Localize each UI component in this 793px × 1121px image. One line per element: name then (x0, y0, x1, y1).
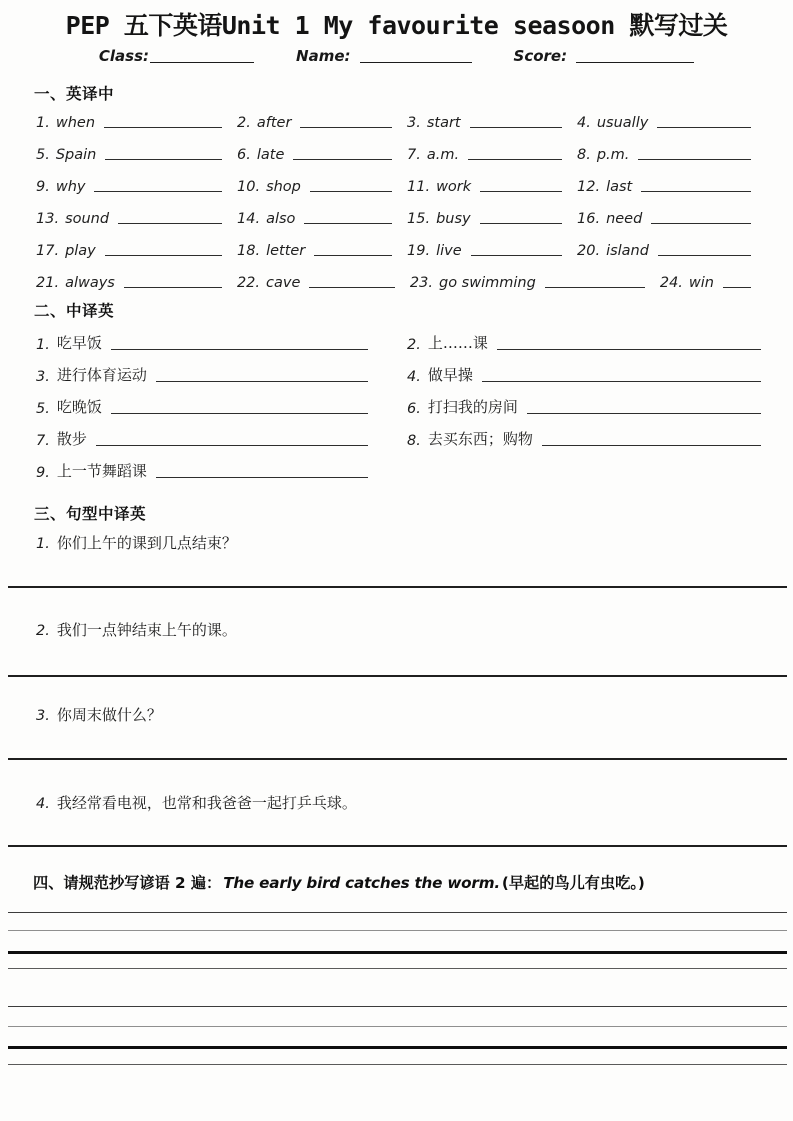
answer-blank-line (527, 413, 761, 414)
writing-stave-line (8, 930, 787, 931)
word-number: 23. (409, 275, 433, 291)
score-label: Score: (513, 47, 568, 65)
answer-writing-line (8, 675, 787, 677)
word-text: play (65, 243, 96, 259)
word-item (407, 115, 577, 132)
word-number: 3. (407, 115, 421, 131)
word-text: start (426, 115, 461, 131)
answer-blank-line (471, 255, 562, 256)
word-item (407, 243, 577, 260)
section4-instruction: 四、请规范抄写谚语 2 遍： (33, 874, 222, 892)
phrase-text: 上……课 (427, 334, 488, 352)
word-text: work (436, 179, 472, 195)
word-number: 1. (36, 115, 50, 131)
word-item (36, 147, 237, 164)
class-label: Class: (98, 47, 150, 65)
word-text: island (606, 243, 649, 259)
section4-heading (33, 872, 645, 893)
phrase-number: 3. (36, 369, 50, 385)
name-field (296, 47, 471, 65)
word-text: usually (596, 115, 649, 131)
word-text: why (55, 179, 86, 195)
word-item (407, 179, 577, 196)
word-item (36, 179, 237, 196)
answer-blank-line (304, 223, 392, 224)
answer-blank-line (124, 287, 222, 288)
answer-blank-line (310, 191, 392, 192)
word-number: 17. (36, 243, 60, 259)
phrase-item (407, 420, 763, 452)
word-item (577, 179, 753, 196)
word-text: busy (436, 211, 471, 227)
phrase-number: 1. (36, 337, 50, 353)
answer-blank-line (497, 349, 761, 350)
phrase-item (407, 356, 763, 388)
word-number: 12. (577, 179, 601, 195)
answer-blank-line (480, 191, 562, 192)
word-text: win (688, 275, 714, 291)
phrase-text: 进行体育运动 (56, 366, 147, 384)
answer-blank-line (300, 127, 392, 128)
word-row (36, 262, 753, 294)
answer-blank-line (638, 159, 751, 160)
phrase-text: 吃早饭 (56, 334, 102, 352)
answer-blank-line (118, 223, 222, 224)
word-text: when (55, 115, 96, 131)
word-text: shop (266, 179, 301, 195)
answer-blank-line (657, 127, 751, 128)
word-text: letter (266, 243, 306, 259)
score-field (514, 47, 695, 65)
word-item (577, 243, 753, 260)
section1-word-grid (36, 102, 753, 294)
word-text: also (266, 211, 296, 227)
word-number: 9. (36, 179, 50, 195)
word-number: 24. (659, 275, 683, 291)
name-blank-line (360, 50, 472, 63)
phrase-text: 散步 (56, 430, 87, 448)
answer-blank-line (723, 287, 751, 288)
word-text: a.m. (426, 147, 460, 163)
phrase-number: 7. (36, 433, 50, 449)
phrase-number: 5. (36, 401, 50, 417)
word-item (237, 211, 407, 228)
answer-blank-line (94, 191, 222, 192)
question-text: 我经常看电视，也常和我爸爸一起打乒乓球。 (56, 794, 357, 812)
answer-blank-line (156, 477, 368, 478)
word-item (237, 275, 410, 292)
answer-blank-line (468, 159, 562, 160)
word-number: 5. (36, 147, 50, 163)
phrase-text: 上一节舞蹈课 (56, 462, 147, 480)
section2-heading: 二、中译英 (34, 302, 115, 320)
score-blank-line (576, 50, 694, 63)
word-text: always (65, 275, 115, 291)
word-number: 14. (237, 211, 261, 227)
word-item (36, 115, 237, 132)
writing-stave-line (8, 951, 787, 954)
phrase-number: 9. (36, 465, 50, 481)
sentence-question (36, 532, 237, 553)
word-row (36, 230, 753, 262)
question-text: 我们一点钟结束上午的课。 (56, 621, 237, 639)
answer-blank-line (641, 191, 751, 192)
word-number: 7. (407, 147, 421, 163)
answer-blank-line (480, 223, 562, 224)
sentence-question (36, 619, 237, 640)
phrase-item (36, 356, 370, 388)
phrase-number: 2. (407, 337, 421, 353)
word-item (237, 179, 407, 196)
word-row (36, 198, 753, 230)
page-title: PEP 五下英语Unit 1 My favourite seasoon 默写过关 (65, 11, 728, 40)
question-text: 你们上午的课到几点结束？ (56, 534, 237, 552)
answer-writing-line (8, 758, 787, 760)
word-text: live (436, 243, 462, 259)
phrase-item (36, 420, 370, 452)
answer-blank-line (156, 381, 368, 382)
writing-grid-1 (8, 912, 787, 972)
word-item (660, 275, 753, 292)
answer-writing-line (8, 845, 787, 847)
word-number: 20. (577, 243, 601, 259)
word-number: 11. (407, 179, 431, 195)
question-number: 2. (36, 623, 50, 639)
word-item (36, 211, 237, 228)
answer-blank-line (309, 287, 395, 288)
answer-blank-line (104, 127, 222, 128)
writing-stave-line (8, 1006, 787, 1007)
writing-stave-line (8, 912, 787, 913)
word-item (577, 147, 753, 164)
word-text: Spain (55, 147, 97, 163)
answer-blank-line (658, 255, 751, 256)
answer-blank-line (542, 445, 761, 446)
word-number: 15. (407, 211, 431, 227)
section2-phrase-grid (36, 324, 763, 484)
word-number: 22. (236, 275, 261, 291)
answer-blank-line (105, 255, 222, 256)
section3-heading: 三、句型中译英 (34, 505, 147, 523)
answer-blank-line (96, 445, 368, 446)
writing-stave-line (8, 1064, 787, 1065)
word-number: 4. (577, 115, 591, 131)
writing-stave-line (8, 968, 787, 969)
phrase-item (36, 388, 370, 420)
word-text: after (256, 115, 292, 131)
word-item (237, 115, 407, 132)
phrase-text: 去买东西；购物 (427, 430, 533, 448)
phrase-text: 打扫我的房间 (427, 398, 518, 416)
word-item (36, 275, 237, 292)
answer-blank-line (545, 287, 645, 288)
writing-stave-line (8, 1046, 787, 1049)
answer-blank-line (482, 381, 761, 382)
question-number: 3. (36, 708, 50, 724)
phrase-text: 做早操 (427, 366, 473, 384)
word-item (36, 243, 237, 260)
class-field (99, 47, 254, 65)
name-label: Name: (296, 47, 351, 65)
word-item (577, 115, 753, 132)
word-item (237, 147, 407, 164)
question-number: 1. (36, 536, 50, 552)
phrase-text: 吃晚饭 (56, 398, 102, 416)
word-item (407, 147, 577, 164)
answer-blank-line (470, 127, 562, 128)
word-number: 6. (237, 147, 251, 163)
phrase-number: 6. (407, 401, 421, 417)
proverb-english: The early bird catches the worm. (223, 874, 500, 892)
writing-grid-2 (8, 1006, 787, 1066)
word-number: 2. (237, 115, 251, 131)
sentence-question (36, 792, 357, 813)
word-number: 10. (237, 179, 261, 195)
word-row (36, 102, 753, 134)
writing-stave-line (8, 1026, 787, 1027)
word-text: go swimming (438, 275, 536, 291)
word-text: sound (65, 211, 110, 227)
word-number: 16. (577, 211, 601, 227)
word-row (36, 166, 753, 198)
word-item (577, 211, 753, 228)
answer-blank-line (111, 413, 368, 414)
student-info-header (0, 47, 793, 65)
word-text: p.m. (596, 147, 630, 163)
word-number: 19. (407, 243, 431, 259)
answer-blank-line (105, 159, 222, 160)
proverb-chinese: (早起的鸟儿有虫吃。) (501, 874, 645, 892)
word-text: late (256, 147, 285, 163)
word-text: need (606, 211, 643, 227)
phrase-item (407, 388, 763, 420)
answer-blank-line (111, 349, 368, 350)
word-number: 21. (36, 275, 60, 291)
word-item (237, 243, 407, 260)
word-text: last (606, 179, 633, 195)
phrase-number: 4. (407, 369, 421, 385)
phrase-item (407, 324, 763, 356)
word-number: 8. (577, 147, 591, 163)
answer-writing-line (8, 586, 787, 588)
word-text: cave (266, 275, 301, 291)
answer-blank-line (314, 255, 392, 256)
answer-blank-line (651, 223, 751, 224)
question-number: 4. (36, 796, 50, 812)
word-row (36, 134, 753, 166)
question-text: 你周末做什么？ (56, 706, 162, 724)
word-number: 18. (237, 243, 261, 259)
answer-blank-line (293, 159, 392, 160)
word-item (410, 275, 660, 292)
word-item (407, 211, 577, 228)
sentence-question (36, 704, 162, 725)
phrase-item (36, 452, 370, 484)
section1-heading: 一、英译中 (34, 85, 115, 103)
class-blank-line (150, 50, 254, 63)
phrase-item (36, 324, 370, 356)
phrase-number: 8. (407, 433, 421, 449)
word-number: 13. (36, 211, 60, 227)
